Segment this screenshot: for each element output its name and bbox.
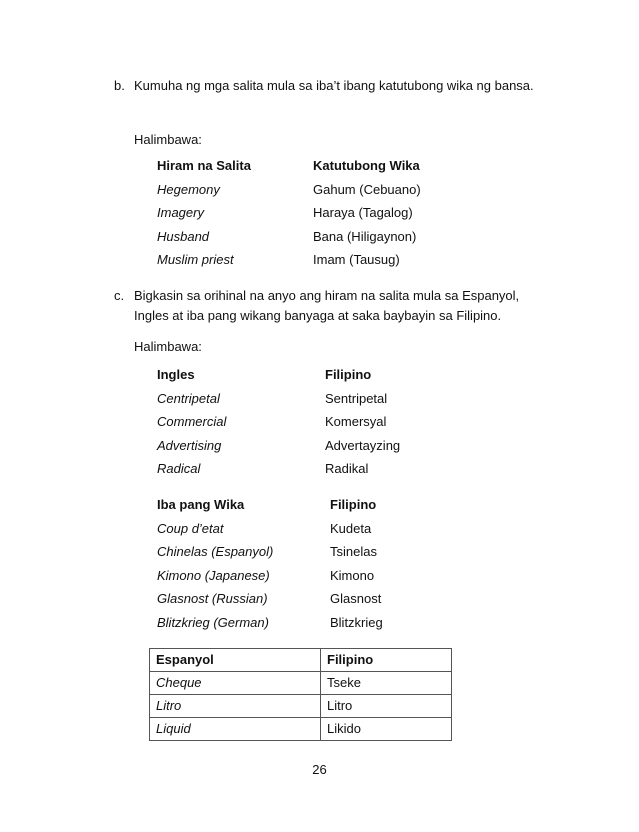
- page-number: 26: [312, 762, 327, 777]
- example-label-b: Halimbawa:: [134, 132, 202, 147]
- cell-foreign-word: Chinelas (Espanyol): [157, 544, 274, 559]
- cell-borrowed-word: Husband: [157, 228, 210, 244]
- cell-foreign-word: Glasnost (Russian): [157, 591, 268, 606]
- table-espanyol-filipino: [149, 648, 452, 741]
- header-ingles: Ingles: [157, 367, 195, 382]
- header-filipino: Filipino: [325, 367, 372, 382]
- table-row: [150, 718, 452, 741]
- table-row: [150, 695, 452, 718]
- cell-filipino-word: Litro: [321, 695, 452, 718]
- table-row: [150, 672, 452, 695]
- cell-spanish-word: Liquid: [150, 718, 321, 741]
- cell-filipino-word: Blitzkrieg: [330, 614, 383, 630]
- cell-filipino-word: Kimono: [330, 567, 375, 583]
- list-marker-b: b.: [114, 78, 125, 93]
- list-item-c: [114, 286, 534, 326]
- example-label-c: Halimbawa:: [134, 339, 202, 354]
- cell-native-word: Haraya (Tagalog): [313, 205, 413, 220]
- cell-english-word: Centripetal: [157, 390, 220, 406]
- cell-filipino-word: Radikal: [325, 461, 369, 476]
- list-marker-c: c.: [114, 288, 125, 303]
- header-filipino: Filipino: [321, 649, 452, 672]
- header-filipino: Filipino: [330, 497, 377, 512]
- cell-foreign-word: Coup d’etat: [157, 520, 224, 536]
- table-header-row: [150, 649, 452, 672]
- header-katutubong-wika: Katutubong Wika: [313, 158, 420, 173]
- cell-filipino-word: Sentripetal: [325, 390, 388, 406]
- cell-filipino-word: Komersyal: [325, 414, 387, 429]
- cell-filipino-word: Kudeta: [330, 520, 372, 536]
- cell-spanish-word: Litro: [150, 695, 321, 718]
- cell-native-word: Bana (Hiligaynon): [313, 228, 417, 244]
- cell-foreign-word: Kimono (Japanese): [157, 567, 270, 583]
- list-item-c-text: Bigkasin sa orihinal na anyo ang hiram na salita mula sa Espanyol, Ingles at iba pang wikang banyaga at saka baybayin sa Filipino.: [134, 288, 520, 323]
- cell-borrowed-word: Muslim priest: [157, 252, 234, 267]
- cell-native-word: Imam (Tausug): [313, 252, 400, 267]
- header-hiram-na-salita: Hiram na Salita: [157, 158, 251, 173]
- cell-borrowed-word: Hegemony: [157, 181, 220, 197]
- list-item-b-text: Kumuha ng mga salita mula sa iba’t ibang katutubong wika ng bansa.: [134, 78, 534, 93]
- cell-native-word: Gahum (Cebuano): [313, 181, 421, 197]
- cell-english-word: Commercial: [157, 414, 227, 429]
- cell-filipino-word: Tsinelas: [330, 544, 377, 559]
- cell-filipino-word: Glasnost: [330, 591, 382, 606]
- cell-english-word: Advertising: [157, 437, 222, 453]
- header-iba-pang-wika: Iba pang Wika: [157, 497, 245, 512]
- cell-spanish-word: Cheque: [150, 672, 321, 695]
- cell-borrowed-word: Imagery: [157, 205, 204, 220]
- list-item-b: [114, 76, 534, 96]
- cell-filipino-word: Advertayzing: [325, 437, 401, 453]
- cell-foreign-word: Blitzkrieg (German): [157, 614, 269, 630]
- header-espanyol: Espanyol: [150, 649, 321, 672]
- cell-filipino-word: Likido: [321, 718, 452, 741]
- cell-english-word: Radical: [157, 461, 201, 476]
- cell-filipino-word: Tseke: [321, 672, 452, 695]
